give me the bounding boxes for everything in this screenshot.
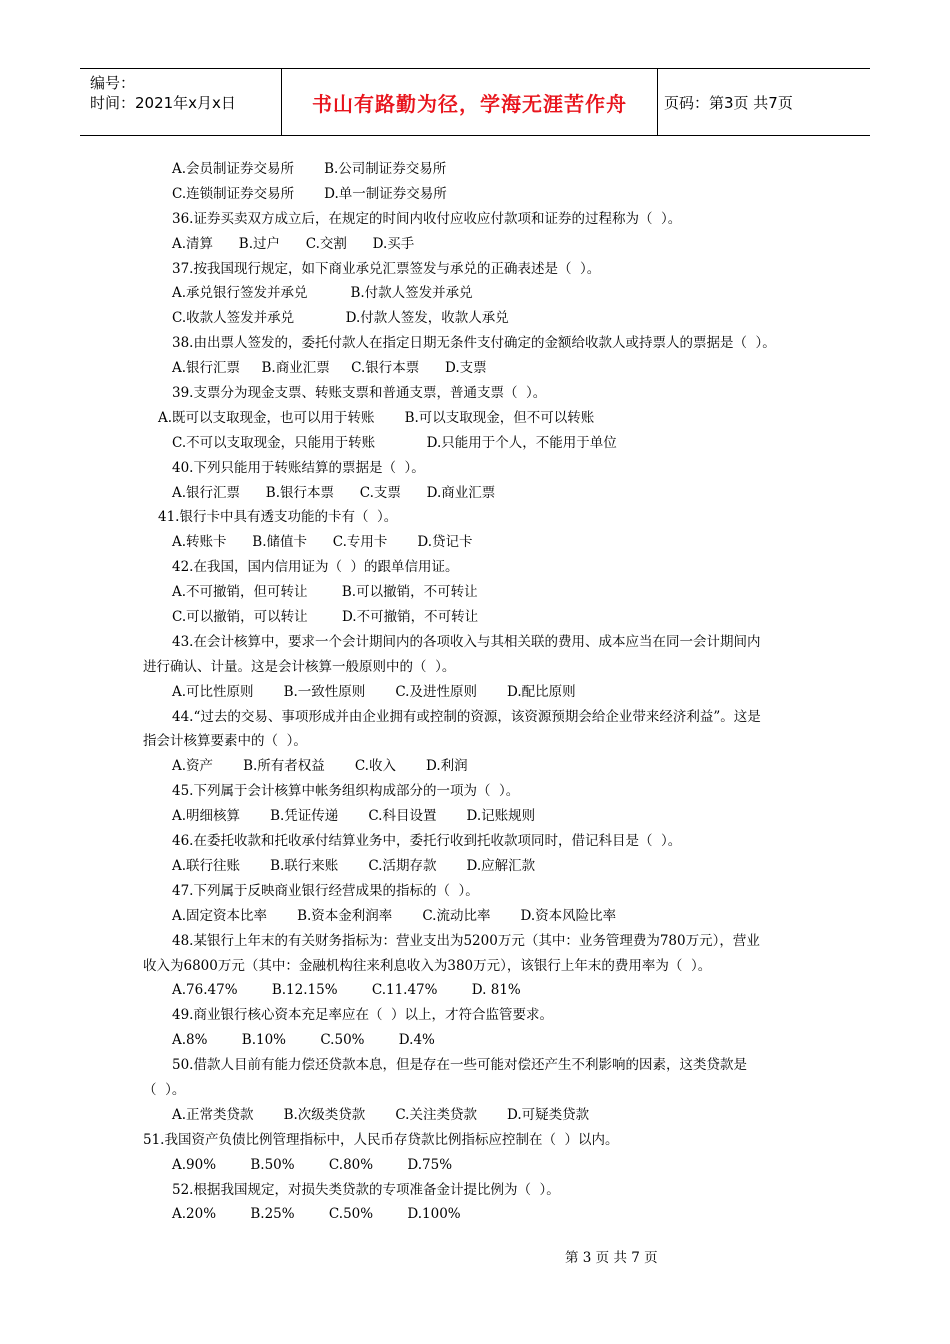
text-line: A.银行汇票 B.商业汇票 C.银行本票 D.支票 [172,360,487,377]
text-line: C.收款人签发并承兑 D.付款人签发，收款人承兑 [172,310,509,327]
text-line: 42.在我国，国内信用证为（ ）的跟单信用证。 [172,559,459,576]
text-line: C.不可以支取现金，只能用于转账 D.只能用于个人，不能用于单位 [172,434,617,451]
text-line: 45.下列属于会计核算中帐务组织构成部分的一项为（ ）。 [172,783,520,800]
text-line: 37.按我国现行规定，如下商业承兑汇票签发与承兑的正确表述是（ ）。 [172,260,601,277]
text-line: （ ）。 [143,1081,186,1098]
text-line: C.可以撤销，可以转让 D.不可撤销，不可转让 [172,609,479,626]
text-line: 52.根据我国规定，对损失类贷款的专项准备金计提比例为（ ）。 [172,1181,560,1198]
page-footer: 第 3 页 共 7 页 [565,1250,658,1266]
text-line: A.明细核算 B.凭证传递 C.科目设置 D.记账规则 [172,808,536,825]
text-line: 41.银行卡中具有透支功能的卡有（ ）。 [158,509,398,526]
text-line: 50.借款人目前有能力偿还贷款本息，但是存在一些可能对偿还产生不利影响的因素，这类贷款是 [172,1057,747,1074]
text-line: A.银行汇票 B.银行本票 C.支票 D.商业汇票 [172,484,496,501]
text-line: 收入为6800万元（其中：金融机构往来利息收入为380万元），该银行上年末的费用率为（ ）。 [143,957,712,974]
header-meta [80,69,282,135]
text-line: A.固定资本比率 B.资本金利润率 C.流动比率 D.资本风险比率 [172,907,617,924]
text-line: A.转账卡 B.储值卡 C.专用卡 D.贷记卡 [172,534,473,551]
document-number-label: 编号： [90,74,136,92]
header-page-label: 页码：第3页 共7页 [664,93,793,112]
text-line: A.资产 B.所有者权益 C.收入 D.利润 [172,758,468,775]
text-line: C.连锁制证券交易所 D.单一制证券交易所 [172,185,447,202]
text-line: A.20% B.25% C.50% D.100% [172,1206,461,1223]
text-line: A.联行往账 B.联行来账 C.活期存款 D.应解汇款 [172,857,536,874]
text-line: 46.在委托收款和托收承付结算业务中，委托行收到托收款项同时，借记科目是（ ）。 [172,833,682,850]
text-line: 44.“过去的交易、事项形成并由企业拥有或控制的资源，该资源预期会给企业带来经济利益”。这是 [172,708,761,725]
text-line: 36.证券买卖双方成立后，在规定的时间内收付应收应付款项和证券的过程称为（ ）。 [172,210,682,227]
text-line: 43.在会计核算中，要求一个会计期间内的各项收入与其相关联的费用、成本应当在同一会计期间内 [172,633,761,650]
text-line: A.8% B.10% C.50% D.4% [172,1032,435,1049]
text-line: A.清算 B.过户 C.交割 D.买手 [172,235,415,252]
text-line: 39.支票分为现金支票、转账支票和普通支票，普通支票（ ）。 [172,385,547,402]
text-line: A.会员制证券交易所 B.公司制证券交易所 [172,161,447,177]
text-line: 48.某银行上年末的有关财务指标为：营业支出为5200万元（其中：业务管理费为780万元），营业 [172,932,760,949]
document-time-label: 时间：2021年x月x日 [90,94,236,112]
text-line: 47.下列属于反映商业银行经营成果的指标的（ ）。 [172,882,479,899]
page-header [80,68,870,136]
text-line: A.既可以支取现金，也可以用于转账 B.可以支取现金，但不可以转账 [158,409,595,426]
text-line: 38.由出票人签发的，委托付款人在指定日期无条件支付确定的金额给收款人或持票人的票据是（ ）。 [172,335,776,352]
text-line: A.不可撤销，但可转让 B.可以撤销，不可转让 [172,584,478,601]
text-line: 指会计核算要素中的（ ）。 [143,733,307,750]
text-line: A.可比性原则 B.一致性原则 C.及进性原则 D.配比原则 [172,683,576,700]
text-line: A.正常类贷款 B.次级类贷款 C.关注类贷款 D.可疑类贷款 [172,1106,590,1123]
text-line: 进行确认、计量。这是会计核算一般原则中的（ ）。 [143,658,456,675]
text-line: A.76.47% B.12.15% C.11.47% D. 81% [172,982,521,999]
question-body [143,157,823,1227]
header-motto: 书山有路勤为径，学海无涯苦作舟 [282,69,658,135]
text-line: 40.下列只能用于转账结算的票据是（ ）。 [172,459,425,476]
text-line: 51.我国资产负债比例管理指标中，人民币存贷款比例指标应控制在（ ）以内。 [143,1131,619,1148]
text-line: A.90% B.50% C.80% D.75% [172,1156,453,1173]
text-line: 49.商业银行核心资本充足率应在（ ）以上，才符合监管要求。 [172,1007,554,1024]
text-line: A.承兑银行签发并承兑 B.付款人签发并承兑 [172,285,473,302]
